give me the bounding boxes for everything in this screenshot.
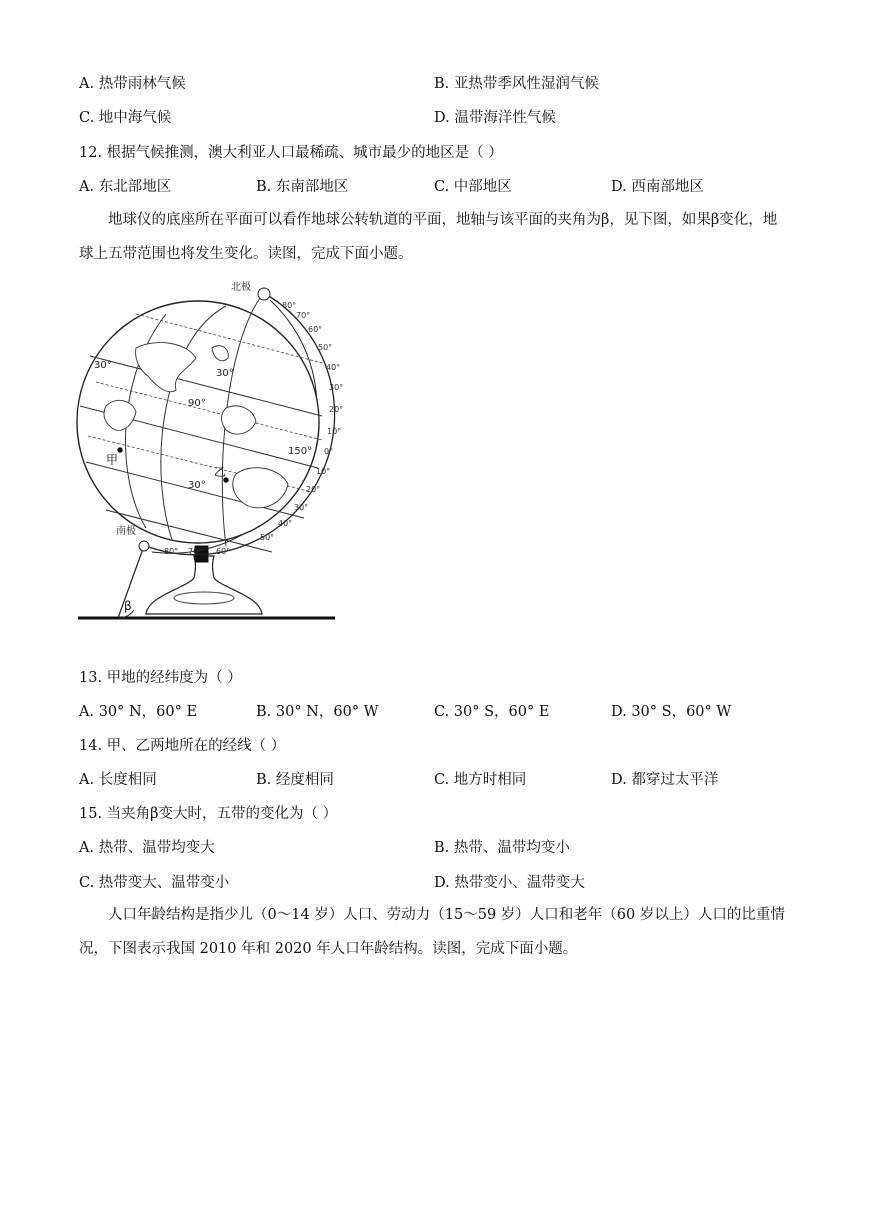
scale-s-40: 40° [278,519,293,528]
beta-label: β [124,599,132,613]
lat30-left-label: 30° [94,360,112,371]
lat30-mid-label: 30° [216,368,234,379]
scale-n-60: 60° [308,325,323,334]
q14-stem: 14. 甲、乙两地所在的经线（ ） [79,738,286,754]
scale-n-80: 80° [282,301,297,310]
q12-option-c: C. 中部地区 [434,179,512,195]
scale-s-50: 50° [260,533,275,542]
q14-option-c: C. 地方时相同 [434,772,527,788]
point-jia [118,448,122,452]
scale-s-70: 70° [188,547,203,556]
scale-s-20: 20° [306,485,321,494]
scale-n-50: 50° [318,343,333,352]
scale-s-60: 60° [216,547,231,556]
q13-option-b: B. 30° N，60° W [256,704,379,720]
q15-option-b: B. 热带、温带均变小 [434,840,570,856]
scale-n-0: 0° [324,447,334,456]
lon90-label: 90° [188,398,206,409]
north-pole-knob [258,288,270,300]
scale-n-20: 20° [329,405,344,414]
q11-option-a: A. 热带雨林气候 [79,76,186,92]
q15-option-c: C. 热带变大、温带变小 [79,875,230,891]
q14-option-b: B. 经度相同 [256,772,334,788]
q14-option-d: D. 都穿过太平洋 [611,772,719,788]
q11-option-c: C. 地中海气候 [79,110,172,126]
point-yi-label: 乙 [214,465,227,479]
scale-s-80: 80° [164,547,179,556]
globe-intro-paragraph: 地球仪的底座所在平面可以看作地球公转轨道的平面，地轴与该平面的夹角为β，见下图，如果β变化，地球上五带范围也将发生变化。读图，完成下面小题。 [79,212,778,262]
q13-stem: 13. 甲地的经纬度为（ ） [79,670,242,686]
q13-option-c: C. 30° S，60° E [434,704,550,720]
q12-stem: 12. 根据气候推测，澳大利亚人口最稀疏、城市最少的地区是（ ） [79,145,503,161]
q13-option-d: D. 30° S，60° W [611,704,732,720]
scale-n-10: 10° [327,427,342,436]
scale-s-30: 30° [294,503,309,512]
scale-n-70: 70° [296,311,311,320]
q12-option-d: D. 西南部地区 [611,179,704,195]
population-intro-paragraph: 人口年龄结构是指少儿（0～14 岁）人口、劳动力（15～59 岁）人口和老年（60 岁以上）人口的比重情况，下图表示我国 2010 年和 2020 年人口年龄结构。读图，完成下面小题。 [79,907,785,957]
q15-stem: 15. 当夹角β变大时，五带的变化为（ ） [79,806,338,822]
lon150-label: 150° [288,446,313,457]
scale-n-40: 40° [326,363,341,372]
scale-s-10: 10° [316,467,331,476]
q11-option-b: B. 亚热带季风性湿润气候 [434,76,599,92]
q15-option-a: A. 热带、温带均变大 [79,840,215,856]
south-pole-knob [139,541,149,551]
q12-option-b: B. 东南部地区 [256,179,349,195]
lat30-low-label: 30° [188,480,206,491]
north-pole-label: 北极 [231,282,251,293]
globe-figure [76,278,344,624]
q12-option-a: A. 东北部地区 [79,179,172,195]
q14-option-a: A. 长度相同 [79,772,157,788]
q13-option-a: A. 30° N，60° E [79,704,198,720]
south-pole-label: 南极 [116,526,136,537]
q11-option-d: D. 温带海洋性气候 [434,110,556,126]
point-jia-label: 甲 [106,453,119,467]
globe-base [146,556,262,614]
scale-n-30: 30° [329,383,344,392]
q15-option-d: D. 热带变小、温带变大 [434,875,585,891]
